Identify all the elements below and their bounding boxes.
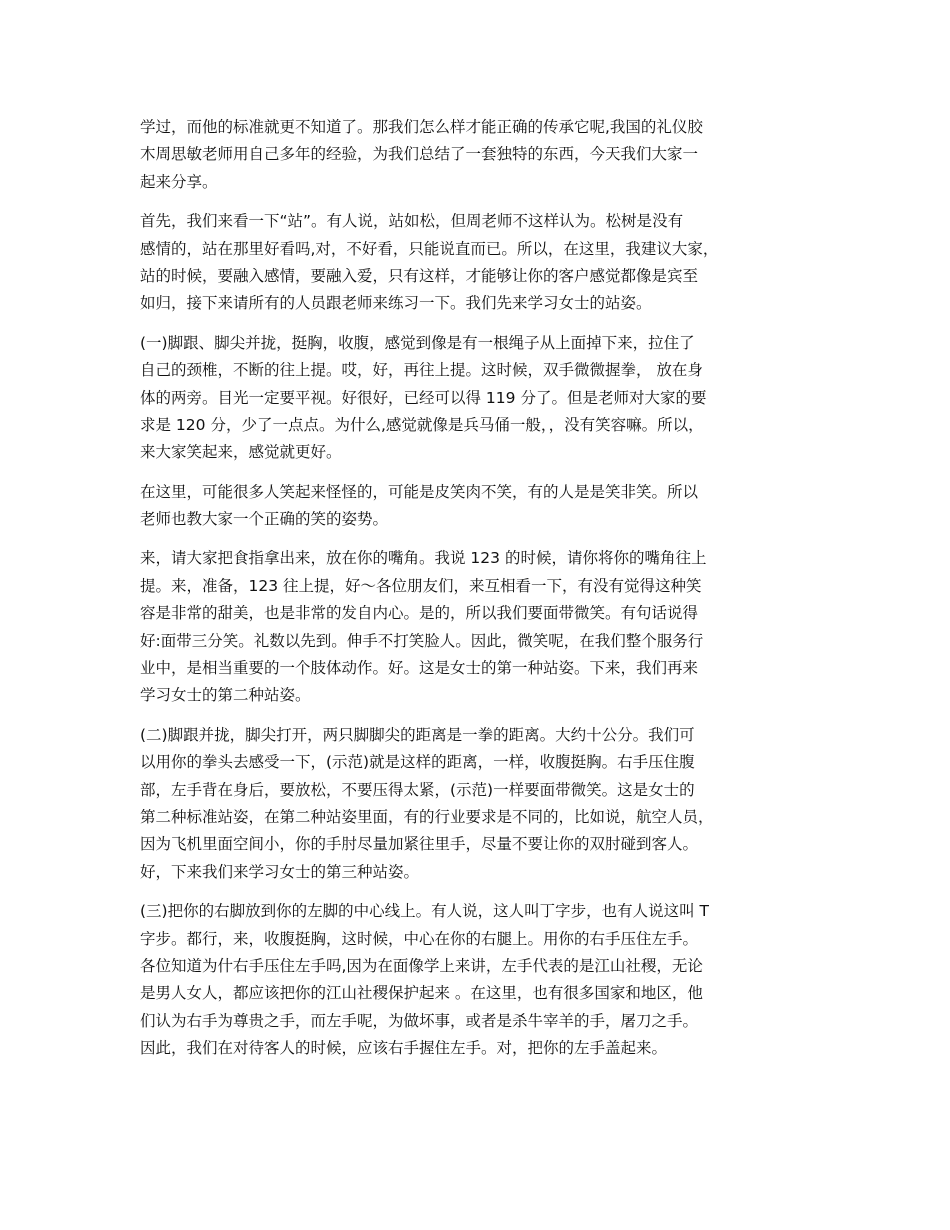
text-line: 起来分享。	[140, 172, 218, 191]
text-line: (一)脚跟、脚尖并拢，挺胸，收腹，感觉到像是有一根绳子从上面掉下来，拉住了	[140, 333, 695, 352]
text-line: 站的时候，要融入感情，要融入爱，只有这样，才能够让你的客户感觉都像是宾至	[140, 266, 699, 285]
text-line: 好:面带三分笑。礼数以先到。伸手不打笑脸人。因此，微笑呢，在我们整个服务行	[140, 631, 704, 650]
text-line: 感情的，站在那里好看吗,对，不好看，只能说直而已。所以，在这里，我建议大家，	[140, 239, 719, 258]
paragraph-3	[140, 330, 820, 467]
text-line: 因此，我们在对待客人的时候，应该右手握住左手。对，把你的左手盖起来。	[140, 1039, 668, 1058]
paragraph-5	[140, 545, 820, 709]
text-line: 老师也教大家一个正确的笑的姿势。	[140, 510, 389, 529]
text-line: 体的两旁。目光一定要平视。好很好，已经可以得 119 分了。但是老师对大家的要	[140, 388, 707, 407]
paragraph-4	[140, 479, 820, 534]
text-line: 学习女士的第二种站姿。	[140, 686, 311, 705]
text-line: 首先，我们来看一下“站”。有人说，站如松，但周老师不这样认为。松树是没有	[140, 212, 684, 231]
text-line: 第二种标准站姿，在第二种站姿里面，有的行业要求是不同的，比如说，航空人员，	[140, 807, 714, 826]
paragraph-2	[140, 208, 820, 318]
text-line: 因为飞机里面空间小，你的手肘尽量加紧往里手，尽量不要让你的双肘碰到客人。	[140, 835, 699, 854]
paragraph-6	[140, 722, 820, 886]
text-line: 来大家笑起来，感觉就更好。	[140, 443, 342, 462]
text-line: 容是非常的甜美，也是非常的发自内心。是的，所以我们要面带微笑。有句话说得	[140, 604, 699, 623]
text-line: 求是 120 分，少了一点点。为什么,感觉就像是兵马俑一般，，没有笑容嘛。所以，	[140, 415, 704, 434]
text-line: 各位知道为什右手压住左手吗,因为在面像学上来讲，左手代表的是江山社稷，无论	[140, 956, 703, 975]
text-line: 木周思敏老师用自己多年的经验，为我们总结了一套独特的东西，今天我们大家一	[140, 145, 699, 164]
text-line: 如归，接下来请所有的人员跟老师来练习一下。我们先来学习女士的站姿。	[140, 294, 652, 313]
paragraph-1	[140, 114, 820, 196]
text-line: 在这里，可能很多人笑起来怪怪的，可能是皮笑肉不笑，有的人是是笑非笑。所以	[140, 482, 699, 501]
text-line: 部，左手背在身后，要放松，不要压得太紧，(示范)一样要面带微笑。这是女士的	[140, 780, 695, 799]
text-line: 以用你的拳头去感受一下，(示范)就是这样的距离，一样，收腹挺胸。右手压住腹	[140, 753, 695, 772]
text-line: (三)把你的右脚放到你的左脚的中心线上。有人说，这人叫丁字步，也有人说这叫 T	[140, 902, 709, 921]
text-line: 来，请大家把食指拿出来，放在你的嘴角。我说 123 的时候，请你将你的嘴角往上	[140, 549, 707, 568]
text-line: 学过，而他的标准就更不知道了。那我们怎么样才能正确的传承它呢,我国的礼仪胶	[140, 118, 703, 136]
text-line: 是男人女人，都应该把你的江山社稷保护起来 。在这里，也有很多国家和地区，他	[140, 984, 703, 1003]
document-page	[140, 114, 820, 1075]
text-line: 业中，是相当重要的一个肢体动作。好。这是女士的第一种站姿。下来，我们再来	[140, 659, 699, 678]
paragraph-7	[140, 898, 820, 1062]
text-line: 提。来，准备，123 往上提，好～各位朋友们，来互相看一下，有没有觉得这种笑	[140, 576, 702, 595]
text-line: 们认为右手为尊贵之手，而左手呢，为做坏事，或者是杀牛宰羊的手，屠刀之手。	[140, 1011, 699, 1030]
text-line: 好，下来我们来学习女士的第三种站姿。	[140, 862, 420, 881]
text-line: 自己的颈椎，不断的往上提。哎，好，再往上提。这时候，双手微微握拳， 放在身	[140, 361, 703, 380]
text-line: 字步。都行，来，收腹挺胸，这时候，中心在你的右腿上。用你的右手压住左手。	[140, 929, 699, 948]
text-line: (二)脚跟并拢，脚尖打开，两只脚脚尖的距离是一拳的距离。大约十公分。我们可	[140, 725, 695, 744]
